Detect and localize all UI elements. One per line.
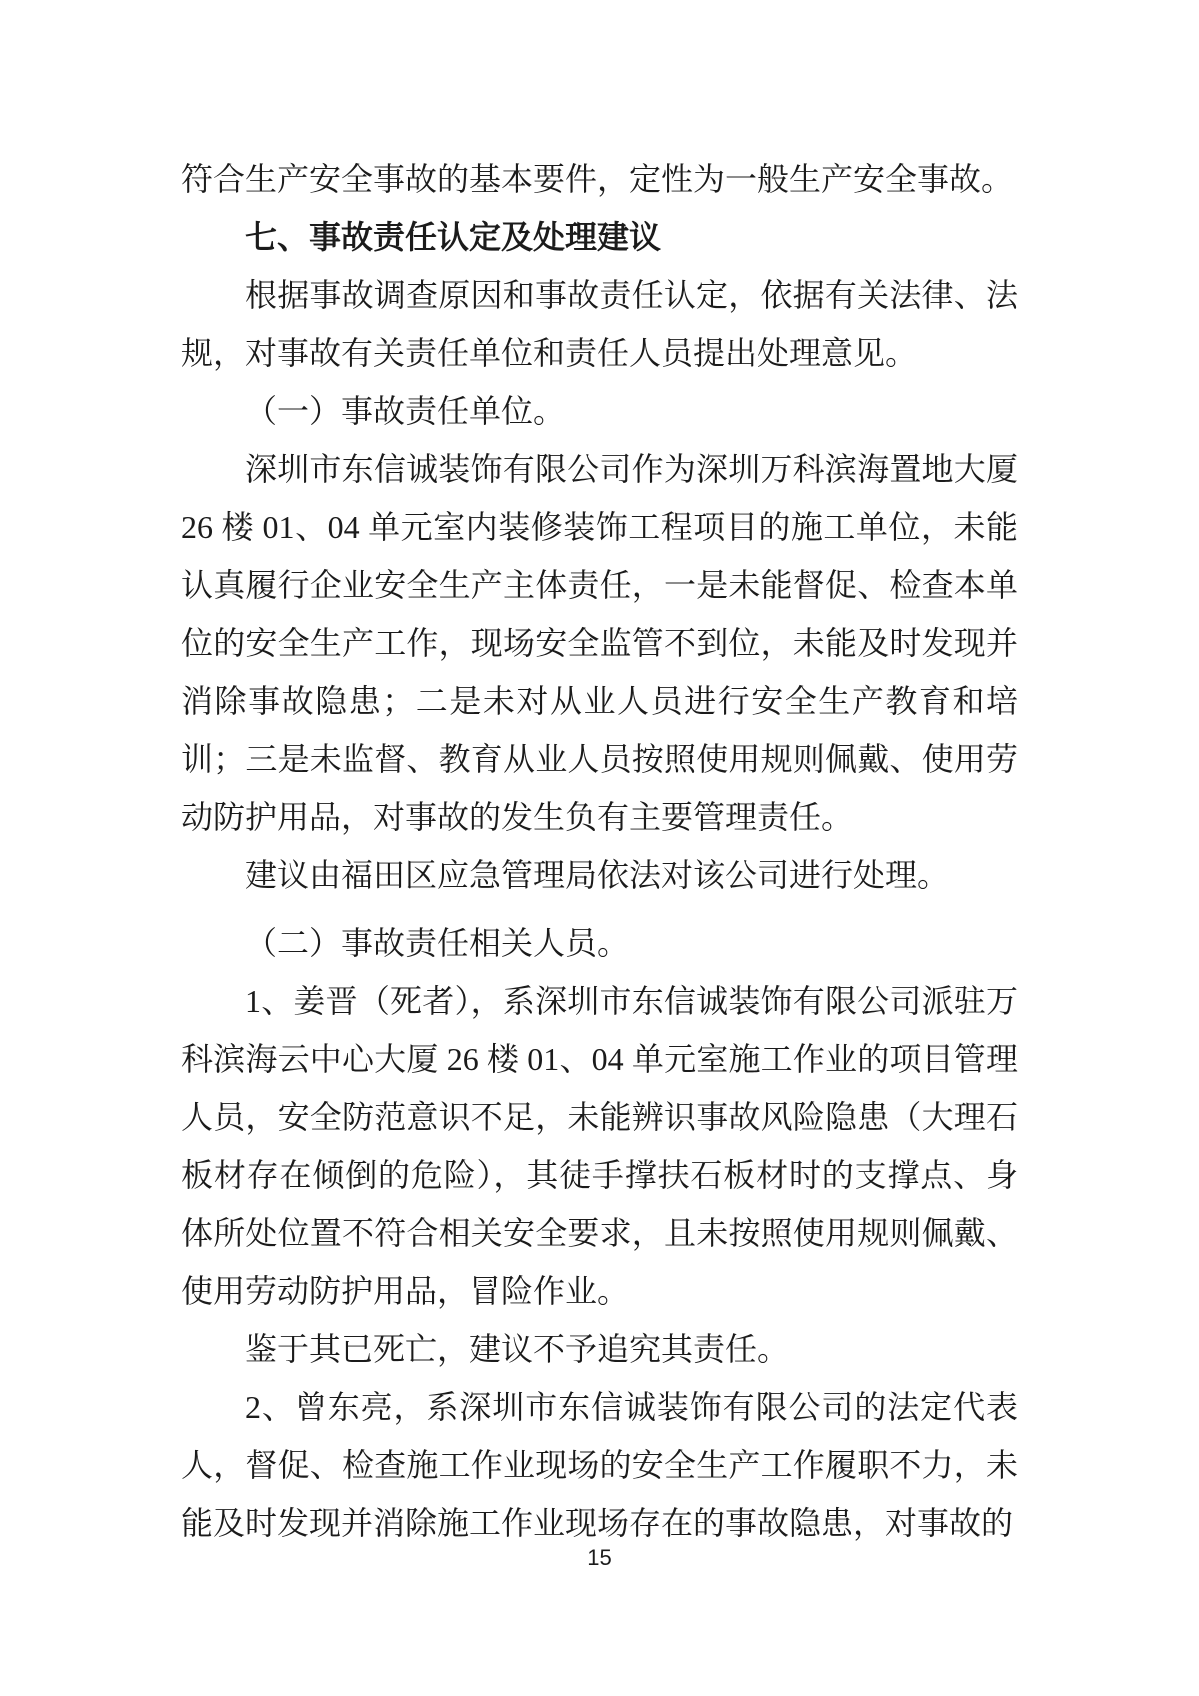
document-body bbox=[181, 150, 1018, 1552]
paragraph: 鉴于其已死亡，建议不予追究其责任。 bbox=[245, 1331, 790, 1367]
section-heading: 七、事故责任认定及处理建议 bbox=[245, 219, 662, 255]
paragraph: 根据事故调查原因和事故责任认定，依据有关法律、法规，对事故有关责任单位和责任人员提出处理意见。 bbox=[181, 277, 1018, 371]
paragraph: 建议由福田区应急管理局依法对该公司进行处理。 bbox=[245, 857, 950, 893]
page-number: 15 bbox=[587, 1545, 612, 1570]
paragraph: （二）事故责任相关人员。 bbox=[245, 925, 630, 961]
paragraph: 2、曾东亮，系深圳市东信诚装饰有限公司的法定代表人，督促、检查施工作业现场的安全生产工作履职不力，未能及时发现并消除施工作业现场存在的事故隐患，对事故的 bbox=[181, 1389, 1018, 1541]
paragraph: 符合生产安全事故的基本要件，定性为一般生产安全事故。 bbox=[181, 161, 1014, 197]
paragraph: （一）事故责任单位。 bbox=[245, 393, 566, 429]
paragraph: 1、姜晋（死者），系深圳市东信诚装饰有限公司派驻万科滨海云中心大厦 26 楼 01、04 单元室施工作业的项目管理人员，安全防范意识不足，未能辨识事故风险隐患（大理石板材存在倾倒的危险），其徒手撑扶石板材时的支撑点、身体所处位置不符合相关安全要求，且未按照使用规则佩戴、使用劳动防护用品，冒险作业。 bbox=[181, 983, 1018, 1309]
paragraph: 深圳市东信诚装饰有限公司作为深圳万科滨海置地大厦 26 楼 01、04 单元室内装修装饰工程项目的施工单位，未能认真履行企业安全生产主体责任，一是未能督促、检查本单位的安全生产工作，现场安全监管不到位，未能及时发现并消除事故隐患；二是未对从业人员进行安全生产教育和培训；三是未监督、教育从业人员按照使用规则佩戴、使用劳动防护用品，对事故的发生负有主要管理责任。 bbox=[181, 451, 1018, 835]
